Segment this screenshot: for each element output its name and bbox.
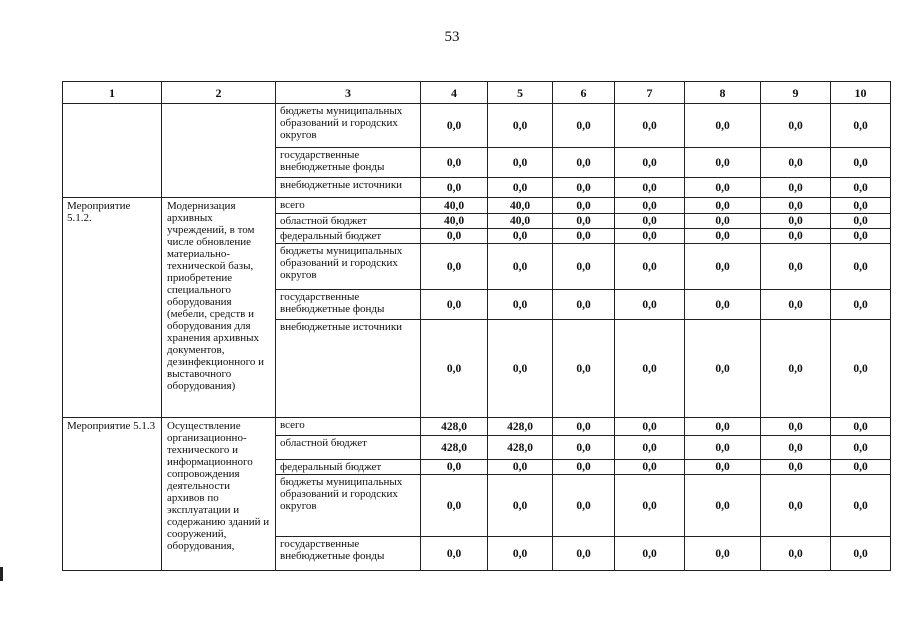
amount-cell: 40,0 (488, 198, 553, 214)
scan-artifact (0, 567, 3, 581)
funding-source: внебюджетные источники (276, 178, 421, 198)
page-number: 53 (444, 29, 460, 45)
amount-cell: 0,0 (488, 320, 553, 418)
amount-cell: 0,0 (761, 148, 831, 178)
amount-cell: 0,0 (831, 320, 891, 418)
amount-cell: 0,0 (553, 320, 615, 418)
amount-cell: 0,0 (831, 418, 891, 436)
table-row (63, 104, 891, 148)
amount-cell: 0,0 (761, 229, 831, 244)
amount-cell: 0,0 (685, 214, 761, 229)
amount-cell: 0,0 (553, 214, 615, 229)
amount-cell: 0,0 (615, 418, 685, 436)
funding-source: государственные внебюджетные фонды (276, 290, 421, 320)
funding-source: государственные внебюджетные фонды (276, 148, 421, 178)
amount-cell: 0,0 (488, 178, 553, 198)
column-header: 4 (421, 82, 488, 104)
amount-cell: 0,0 (831, 436, 891, 460)
header-row (63, 82, 891, 104)
amount-cell: 0,0 (488, 148, 553, 178)
amount-cell: 0,0 (615, 198, 685, 214)
amount-cell: 0,0 (685, 460, 761, 475)
amount-cell: 0,0 (761, 475, 831, 537)
amount-cell: 0,0 (831, 475, 891, 537)
amount-cell: 0,0 (615, 290, 685, 320)
amount-cell: 0,0 (615, 214, 685, 229)
amount-cell: 0,0 (761, 198, 831, 214)
amount-cell: 0,0 (615, 436, 685, 460)
amount-cell: 0,0 (685, 104, 761, 148)
amount-cell: 0,0 (488, 290, 553, 320)
amount-cell: 0,0 (488, 537, 553, 571)
amount-cell: 0,0 (615, 460, 685, 475)
column-header: 1 (63, 82, 162, 104)
funding-source: всего (276, 198, 421, 214)
column-header: 6 (553, 82, 615, 104)
amount-cell: 40,0 (421, 198, 488, 214)
amount-cell: 0,0 (615, 229, 685, 244)
amount-cell: 0,0 (553, 460, 615, 475)
amount-cell: 0,0 (761, 320, 831, 418)
amount-cell: 0,0 (831, 104, 891, 148)
amount-cell: 0,0 (831, 244, 891, 290)
amount-cell: 428,0 (488, 436, 553, 460)
amount-cell: 0,0 (831, 148, 891, 178)
column-header: 3 (276, 82, 421, 104)
funding-source: бюджеты муниципальных образований и городских округов (276, 475, 421, 537)
funding-source: внебюджетные источники (276, 320, 421, 418)
amount-cell: 0,0 (761, 537, 831, 571)
amount-cell: 0,0 (761, 290, 831, 320)
amount-cell: 428,0 (421, 418, 488, 436)
amount-cell: 0,0 (553, 148, 615, 178)
amount-cell: 0,0 (421, 148, 488, 178)
funding-source: бюджеты муниципальных образований и городских округов (276, 104, 421, 148)
amount-cell: 0,0 (553, 418, 615, 436)
activity-description: Осуществление организационно-технического и информационного сопровождения деятельности архивов по эксплуатации и содержанию зданий и сооружений, оборудования, (162, 418, 276, 571)
amount-cell: 0,0 (615, 178, 685, 198)
column-header: 8 (685, 82, 761, 104)
amount-cell: 0,0 (685, 198, 761, 214)
amount-cell: 0,0 (831, 229, 891, 244)
amount-cell: 0,0 (685, 418, 761, 436)
funding-source: бюджеты муниципальных образований и городских округов (276, 244, 421, 290)
activity-name: Мероприятие 5.1.3 (63, 418, 162, 571)
amount-cell: 0,0 (553, 104, 615, 148)
funding-source: всего (276, 418, 421, 436)
funding-source: государственные внебюджетные фонды (276, 537, 421, 571)
amount-cell: 0,0 (488, 104, 553, 148)
table-row (63, 418, 891, 436)
amount-cell: 0,0 (685, 537, 761, 571)
table-row (63, 198, 891, 214)
amount-cell: 0,0 (615, 148, 685, 178)
amount-cell: 0,0 (488, 460, 553, 475)
column-header: 10 (831, 82, 891, 104)
amount-cell: 0,0 (553, 229, 615, 244)
amount-cell: 0,0 (488, 244, 553, 290)
amount-cell: 0,0 (421, 460, 488, 475)
funding-source: областной бюджет (276, 214, 421, 229)
amount-cell: 0,0 (761, 214, 831, 229)
budget-table (62, 81, 891, 571)
activity-name: Мероприятие 5.1.2. (63, 198, 162, 418)
amount-cell: 0,0 (553, 436, 615, 460)
column-header: 5 (488, 82, 553, 104)
amount-cell: 428,0 (488, 418, 553, 436)
funding-source: областной бюджет (276, 436, 421, 460)
amount-cell: 0,0 (615, 475, 685, 537)
funding-source: федеральный бюджет (276, 229, 421, 244)
amount-cell: 0,0 (421, 104, 488, 148)
amount-cell: 0,0 (685, 244, 761, 290)
amount-cell: 0,0 (685, 290, 761, 320)
amount-cell: 0,0 (421, 320, 488, 418)
amount-cell: 0,0 (553, 537, 615, 571)
amount-cell: 40,0 (421, 214, 488, 229)
amount-cell: 0,0 (831, 214, 891, 229)
amount-cell: 0,0 (761, 178, 831, 198)
amount-cell: 0,0 (685, 178, 761, 198)
amount-cell: 0,0 (831, 460, 891, 475)
amount-cell: 0,0 (761, 418, 831, 436)
activity-name (63, 104, 162, 198)
amount-cell: 0,0 (831, 178, 891, 198)
amount-cell: 0,0 (421, 229, 488, 244)
amount-cell: 0,0 (685, 229, 761, 244)
amount-cell: 0,0 (615, 320, 685, 418)
amount-cell: 0,0 (421, 178, 488, 198)
amount-cell: 0,0 (685, 148, 761, 178)
amount-cell: 0,0 (553, 475, 615, 537)
amount-cell: 0,0 (553, 178, 615, 198)
amount-cell: 0,0 (615, 104, 685, 148)
amount-cell: 0,0 (421, 244, 488, 290)
amount-cell: 0,0 (421, 290, 488, 320)
amount-cell: 0,0 (685, 320, 761, 418)
amount-cell: 0,0 (761, 244, 831, 290)
amount-cell: 0,0 (761, 104, 831, 148)
amount-cell: 0,0 (553, 198, 615, 214)
amount-cell: 0,0 (831, 290, 891, 320)
amount-cell: 40,0 (488, 214, 553, 229)
amount-cell: 0,0 (421, 537, 488, 571)
amount-cell: 0,0 (761, 436, 831, 460)
activity-description: Модернизация архивных учреждений, в том числе обновление материально-технической базы, приобретение специального оборудования (мебели, средств и оборудования для хранения архивных документов, дезинфекционного и выставочного оборудования) (162, 198, 276, 418)
amount-cell: 0,0 (488, 229, 553, 244)
amount-cell: 0,0 (553, 244, 615, 290)
column-header: 2 (162, 82, 276, 104)
column-header: 9 (761, 82, 831, 104)
amount-cell: 0,0 (615, 244, 685, 290)
amount-cell: 0,0 (488, 475, 553, 537)
amount-cell: 0,0 (421, 475, 488, 537)
amount-cell: 0,0 (615, 537, 685, 571)
activity-description (162, 104, 276, 198)
amount-cell: 0,0 (831, 537, 891, 571)
amount-cell: 428,0 (421, 436, 488, 460)
column-header: 7 (615, 82, 685, 104)
amount-cell: 0,0 (761, 460, 831, 475)
amount-cell: 0,0 (831, 198, 891, 214)
amount-cell: 0,0 (685, 475, 761, 537)
amount-cell: 0,0 (685, 436, 761, 460)
funding-source: федеральный бюджет (276, 460, 421, 475)
amount-cell: 0,0 (553, 290, 615, 320)
